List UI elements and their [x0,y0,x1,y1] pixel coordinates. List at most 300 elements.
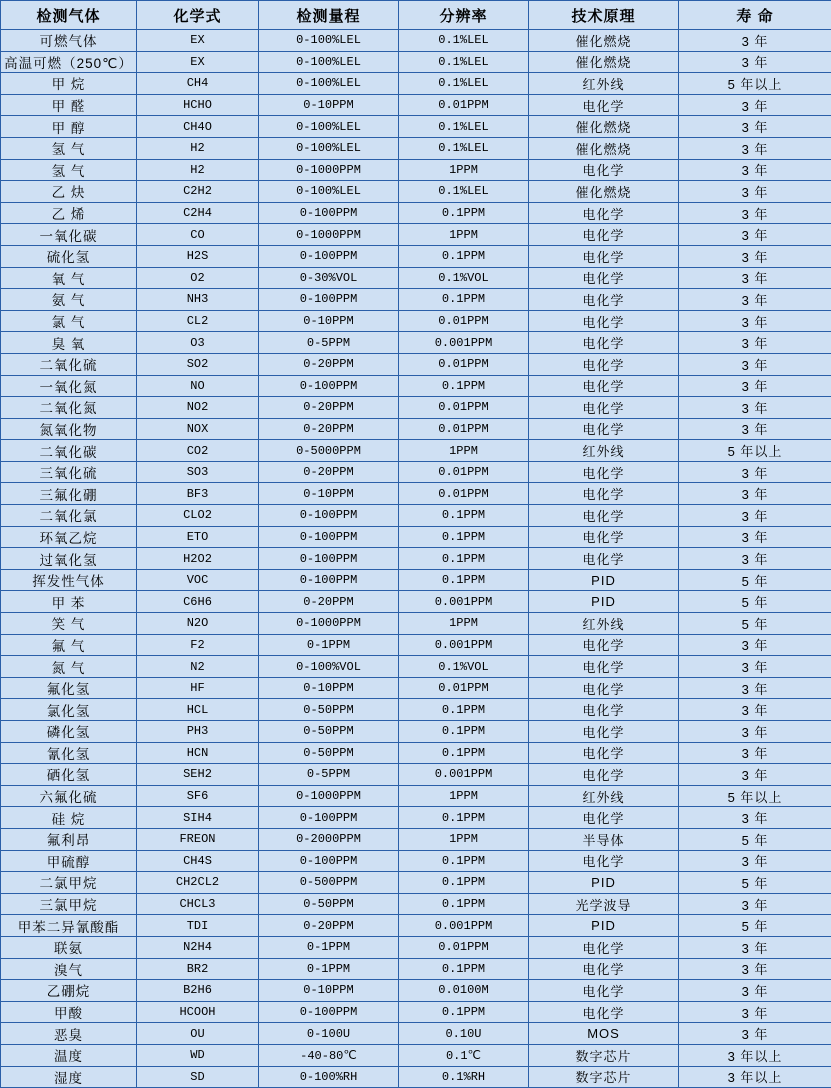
cell-chemical-formula: NO [137,375,259,397]
cell-chemical-formula: CO [137,224,259,246]
cell-gas-name: 三氧化硫 [1,461,137,483]
cell-resolution: 0.1PPM [399,699,529,721]
cell-gas-name: 温度 [1,1044,137,1066]
table-row [1,137,831,159]
table-row [1,591,831,613]
table-row [1,1023,831,1045]
cell-detection-range: 0-100%RH [259,1066,399,1088]
cell-lifetime: 3 年 [679,893,831,915]
table-row [1,634,831,656]
cell-technology: 电化学 [529,267,679,289]
cell-resolution: 0.1PPM [399,958,529,980]
cell-chemical-formula: WD [137,1044,259,1066]
header-lifetime: 寿 命 [679,1,831,30]
cell-lifetime: 3 年 [679,677,831,699]
cell-detection-range: 0-100PPM [259,505,399,527]
cell-chemical-formula: F2 [137,634,259,656]
table-row [1,980,831,1002]
cell-lifetime: 3 年 [679,1023,831,1045]
cell-chemical-formula: H2 [137,137,259,159]
cell-resolution: 0.1PPM [399,872,529,894]
cell-lifetime: 3 年 [679,850,831,872]
cell-technology: 光学波导 [529,893,679,915]
cell-detection-range: 0-100U [259,1023,399,1045]
table-row [1,656,831,678]
cell-lifetime: 3 年 [679,461,831,483]
cell-resolution: 0.1PPM [399,569,529,591]
cell-detection-range: 0-100PPM [259,548,399,570]
cell-resolution: 1PPM [399,613,529,635]
cell-detection-range: 0-2000PPM [259,828,399,850]
cell-detection-range: 0-500PPM [259,872,399,894]
cell-resolution: 0.01PPM [399,397,529,419]
cell-resolution: 0.001PPM [399,915,529,937]
cell-technology: PID [529,915,679,937]
table-row [1,310,831,332]
header-resolution: 分辨率 [399,1,529,30]
cell-resolution: 0.01PPM [399,936,529,958]
cell-gas-name: 可燃气体 [1,30,137,52]
header-row [1,1,831,30]
cell-chemical-formula: SO3 [137,461,259,483]
cell-lifetime: 3 年 [679,310,831,332]
cell-chemical-formula: N2 [137,656,259,678]
table-row [1,181,831,203]
table-row [1,505,831,527]
table-row [1,116,831,138]
table-row [1,397,831,419]
cell-chemical-formula: O2 [137,267,259,289]
cell-resolution: 0.1PPM [399,1001,529,1023]
cell-resolution: 0.1%VOL [399,267,529,289]
table-header [1,1,831,30]
cell-technology: 红外线 [529,73,679,95]
cell-chemical-formula: HCHO [137,94,259,116]
cell-resolution: 0.1%LEL [399,73,529,95]
cell-chemical-formula: SD [137,1066,259,1088]
cell-gas-name: 溴气 [1,958,137,980]
cell-technology: 半导体 [529,828,679,850]
cell-chemical-formula: HF [137,677,259,699]
cell-lifetime: 3 年 [679,634,831,656]
cell-lifetime: 5 年 [679,613,831,635]
cell-resolution: 0.1PPM [399,893,529,915]
cell-chemical-formula: N2H4 [137,936,259,958]
cell-resolution: 0.01PPM [399,677,529,699]
table-row [1,742,831,764]
cell-gas-name: 甲 苯 [1,591,137,613]
cell-gas-name: 氟化氢 [1,677,137,699]
cell-detection-range: 0-100PPM [259,1001,399,1023]
cell-chemical-formula: C6H6 [137,591,259,613]
cell-technology: 电化学 [529,332,679,354]
cell-resolution: 0.001PPM [399,634,529,656]
cell-chemical-formula: FREON [137,828,259,850]
cell-chemical-formula: SF6 [137,785,259,807]
cell-technology: 红外线 [529,613,679,635]
table-row [1,764,831,786]
cell-resolution: 0.1PPM [399,505,529,527]
cell-detection-range: 0-10PPM [259,310,399,332]
cell-technology: 红外线 [529,440,679,462]
cell-detection-range: 0-5PPM [259,332,399,354]
cell-lifetime: 3 年 [679,353,831,375]
cell-gas-name: 乙 烯 [1,202,137,224]
cell-lifetime: 3 年 [679,526,831,548]
table-row [1,353,831,375]
cell-technology: 电化学 [529,721,679,743]
cell-gas-name: 笑 气 [1,613,137,635]
cell-lifetime: 3 年 [679,267,831,289]
cell-detection-range: 0-20PPM [259,461,399,483]
table-row [1,332,831,354]
cell-lifetime: 3 年 [679,397,831,419]
cell-lifetime: 3 年 [679,699,831,721]
cell-chemical-formula: SO2 [137,353,259,375]
table-row [1,936,831,958]
cell-lifetime: 3 年 [679,656,831,678]
cell-chemical-formula: CHCL3 [137,893,259,915]
cell-detection-range: 0-100PPM [259,526,399,548]
cell-gas-name: 氟 气 [1,634,137,656]
cell-resolution: 0.01PPM [399,461,529,483]
cell-chemical-formula: N2O [137,613,259,635]
cell-lifetime: 3 年 [679,764,831,786]
cell-gas-name: 氯化氢 [1,699,137,721]
cell-resolution: 0.1%VOL [399,656,529,678]
table-row [1,1044,831,1066]
table-row [1,483,831,505]
cell-detection-range: 0-20PPM [259,591,399,613]
cell-detection-range: 0-100%LEL [259,30,399,52]
cell-lifetime: 3 年 [679,483,831,505]
table-row [1,526,831,548]
cell-technology: 电化学 [529,656,679,678]
cell-resolution: 1PPM [399,785,529,807]
cell-technology: 电化学 [529,94,679,116]
table-row [1,73,831,95]
cell-technology: 电化学 [529,764,679,786]
cell-lifetime: 3 年 [679,137,831,159]
cell-gas-name: 臭 氧 [1,332,137,354]
cell-resolution: 0.1PPM [399,807,529,829]
cell-gas-name: 氯 气 [1,310,137,332]
cell-technology: 电化学 [529,505,679,527]
table-row [1,461,831,483]
cell-technology: 电化学 [529,483,679,505]
cell-resolution: 0.1PPM [399,245,529,267]
cell-resolution: 0.1PPM [399,526,529,548]
cell-chemical-formula: HCN [137,742,259,764]
cell-gas-name: 过氧化氢 [1,548,137,570]
cell-chemical-formula: BR2 [137,958,259,980]
table-row [1,51,831,73]
cell-gas-name: 六氟化硫 [1,785,137,807]
cell-detection-range: 0-10PPM [259,980,399,1002]
cell-gas-name: 氧 气 [1,267,137,289]
cell-chemical-formula: H2 [137,159,259,181]
table-row [1,807,831,829]
cell-resolution: 0.01PPM [399,483,529,505]
cell-technology: 催化燃烧 [529,137,679,159]
table-row [1,159,831,181]
cell-detection-range: 0-1000PPM [259,613,399,635]
cell-chemical-formula: BF3 [137,483,259,505]
cell-lifetime: 3 年 [679,742,831,764]
cell-technology: 电化学 [529,1001,679,1023]
cell-chemical-formula: CH4 [137,73,259,95]
cell-lifetime: 3 年 [679,1001,831,1023]
cell-chemical-formula: SEH2 [137,764,259,786]
cell-technology: 催化燃烧 [529,116,679,138]
header-detection-range: 检测量程 [259,1,399,30]
cell-detection-range: 0-1000PPM [259,159,399,181]
cell-detection-range: 0-100%LEL [259,116,399,138]
cell-detection-range: 0-50PPM [259,742,399,764]
cell-gas-name: 甲 烷 [1,73,137,95]
header-gas-name: 检测气体 [1,1,137,30]
cell-gas-name: 恶臭 [1,1023,137,1045]
cell-gas-name: 二氧化碳 [1,440,137,462]
cell-lifetime: 5 年 [679,872,831,894]
cell-technology: 电化学 [529,526,679,548]
table-row [1,677,831,699]
cell-resolution: 0.1PPM [399,850,529,872]
cell-resolution: 1PPM [399,224,529,246]
cell-detection-range: 0-20PPM [259,915,399,937]
cell-lifetime: 3 年 [679,332,831,354]
cell-gas-name: 甲酸 [1,1001,137,1023]
cell-gas-name: 二氧化氮 [1,397,137,419]
cell-lifetime: 3 年 [679,936,831,958]
table-row [1,1001,831,1023]
cell-technology: 电化学 [529,353,679,375]
cell-technology: 催化燃烧 [529,181,679,203]
cell-detection-range: 0-1000PPM [259,224,399,246]
cell-gas-name: 氰化氢 [1,742,137,764]
cell-gas-name: 二氯甲烷 [1,872,137,894]
cell-chemical-formula: VOC [137,569,259,591]
cell-resolution: 0.01PPM [399,94,529,116]
cell-technology: 电化学 [529,159,679,181]
cell-chemical-formula: CH2CL2 [137,872,259,894]
cell-chemical-formula: HCOOH [137,1001,259,1023]
cell-gas-name: 氢 气 [1,159,137,181]
table-row [1,440,831,462]
cell-technology: 电化学 [529,418,679,440]
cell-detection-range: 0-10PPM [259,677,399,699]
cell-detection-range: 0-100PPM [259,850,399,872]
cell-technology: 电化学 [529,245,679,267]
table-row [1,1066,831,1088]
cell-chemical-formula: NH3 [137,289,259,311]
cell-detection-range: 0-50PPM [259,699,399,721]
table-row [1,915,831,937]
table-row [1,245,831,267]
cell-gas-name: 高温可燃（250℃） [1,51,137,73]
cell-technology: 电化学 [529,224,679,246]
cell-lifetime: 3 年 [679,116,831,138]
cell-technology: 电化学 [529,699,679,721]
cell-lifetime: 3 年 [679,375,831,397]
cell-detection-range: 0-20PPM [259,397,399,419]
cell-chemical-formula: HCL [137,699,259,721]
table-row [1,569,831,591]
cell-gas-name: 氟利昂 [1,828,137,850]
cell-lifetime: 3 年 [679,181,831,203]
table-row [1,267,831,289]
cell-detection-range: 0-50PPM [259,721,399,743]
cell-detection-range: 0-20PPM [259,353,399,375]
table-row [1,548,831,570]
cell-resolution: 0.01PPM [399,310,529,332]
cell-technology: 电化学 [529,807,679,829]
cell-detection-range: 0-1000PPM [259,785,399,807]
cell-detection-range: 0-100%LEL [259,51,399,73]
cell-detection-range: 0-100%LEL [259,181,399,203]
cell-detection-range: 0-100%VOL [259,656,399,678]
cell-resolution: 1PPM [399,159,529,181]
table-row [1,375,831,397]
cell-lifetime: 5 年 [679,569,831,591]
cell-lifetime: 3 年 [679,505,831,527]
cell-detection-range: 0-100PPM [259,807,399,829]
cell-chemical-formula: CO2 [137,440,259,462]
cell-chemical-formula: CL2 [137,310,259,332]
cell-lifetime: 5 年以上 [679,73,831,95]
cell-detection-range: 0-1PPM [259,634,399,656]
cell-gas-name: 环氧乙烷 [1,526,137,548]
cell-detection-range: 0-10PPM [259,483,399,505]
cell-chemical-formula: B2H6 [137,980,259,1002]
cell-gas-name: 甲 醇 [1,116,137,138]
cell-gas-name: 一氧化碳 [1,224,137,246]
cell-technology: PID [529,872,679,894]
cell-resolution: 0.1PPM [399,721,529,743]
cell-technology: 电化学 [529,677,679,699]
cell-detection-range: 0-100PPM [259,375,399,397]
cell-lifetime: 3 年 [679,224,831,246]
cell-lifetime: 3 年 [679,202,831,224]
header-chemical-formula: 化学式 [137,1,259,30]
cell-chemical-formula: CH4S [137,850,259,872]
cell-gas-name: 硫化氢 [1,245,137,267]
header-technology: 技术原理 [529,1,679,30]
cell-lifetime: 3 年 [679,51,831,73]
cell-lifetime: 5 年 [679,828,831,850]
cell-resolution: 0.001PPM [399,332,529,354]
table-row [1,850,831,872]
cell-resolution: 0.1PPM [399,548,529,570]
cell-gas-name: 三氯甲烷 [1,893,137,915]
table-row [1,418,831,440]
cell-resolution: 1PPM [399,440,529,462]
cell-resolution: 0.1%LEL [399,51,529,73]
cell-chemical-formula: SIH4 [137,807,259,829]
cell-gas-name: 挥发性气体 [1,569,137,591]
cell-gas-name: 氮氧化物 [1,418,137,440]
cell-detection-range: 0-5PPM [259,764,399,786]
cell-resolution: 0.01PPM [399,353,529,375]
cell-gas-name: 二氧化硫 [1,353,137,375]
cell-technology: 数字芯片 [529,1044,679,1066]
cell-chemical-formula: TDI [137,915,259,937]
cell-technology: 电化学 [529,310,679,332]
cell-chemical-formula: NO2 [137,397,259,419]
cell-technology: 催化燃烧 [529,51,679,73]
table-row [1,699,831,721]
cell-gas-name: 三氟化硼 [1,483,137,505]
cell-technology: 电化学 [529,202,679,224]
cell-gas-name: 硅 烷 [1,807,137,829]
cell-detection-range: 0-30%VOL [259,267,399,289]
cell-technology: PID [529,591,679,613]
cell-chemical-formula: ETO [137,526,259,548]
table-row [1,94,831,116]
cell-technology: 红外线 [529,785,679,807]
cell-chemical-formula: NOX [137,418,259,440]
cell-technology: 电化学 [529,397,679,419]
table-row [1,721,831,743]
table-row [1,289,831,311]
cell-gas-name: 湿度 [1,1066,137,1088]
cell-resolution: 0.001PPM [399,764,529,786]
cell-gas-name: 氨 气 [1,289,137,311]
cell-chemical-formula: C2H2 [137,181,259,203]
cell-technology: 电化学 [529,548,679,570]
cell-technology: 电化学 [529,461,679,483]
cell-chemical-formula: EX [137,51,259,73]
cell-resolution: 0.1%LEL [399,30,529,52]
table-row [1,958,831,980]
cell-technology: 催化燃烧 [529,30,679,52]
cell-resolution: 0.1PPM [399,289,529,311]
cell-technology: 电化学 [529,375,679,397]
table-row [1,224,831,246]
cell-chemical-formula: PH3 [137,721,259,743]
cell-detection-range: 0-1PPM [259,958,399,980]
cell-gas-name: 二氧化氯 [1,505,137,527]
table-row [1,30,831,52]
cell-detection-range: 0-100PPM [259,569,399,591]
cell-lifetime: 3 年以上 [679,1044,831,1066]
cell-resolution: 0.1%RH [399,1066,529,1088]
cell-technology: 电化学 [529,958,679,980]
cell-gas-name: 甲 醛 [1,94,137,116]
cell-lifetime: 3 年 [679,418,831,440]
cell-gas-name: 甲硫醇 [1,850,137,872]
cell-technology: 电化学 [529,289,679,311]
cell-lifetime: 5 年以上 [679,440,831,462]
cell-chemical-formula: O3 [137,332,259,354]
cell-chemical-formula: CH4O [137,116,259,138]
cell-detection-range: -40-80℃ [259,1044,399,1066]
cell-lifetime: 3 年 [679,980,831,1002]
cell-lifetime: 5 年 [679,591,831,613]
cell-lifetime: 3 年 [679,30,831,52]
cell-technology: PID [529,569,679,591]
table-row [1,828,831,850]
cell-gas-name: 乙 炔 [1,181,137,203]
cell-lifetime: 3 年 [679,958,831,980]
table-row [1,872,831,894]
cell-detection-range: 0-20PPM [259,418,399,440]
cell-technology: 电化学 [529,742,679,764]
cell-technology: 电化学 [529,980,679,1002]
cell-gas-name: 磷化氢 [1,721,137,743]
cell-resolution: 0.1PPM [399,375,529,397]
cell-detection-range: 0-10PPM [259,94,399,116]
